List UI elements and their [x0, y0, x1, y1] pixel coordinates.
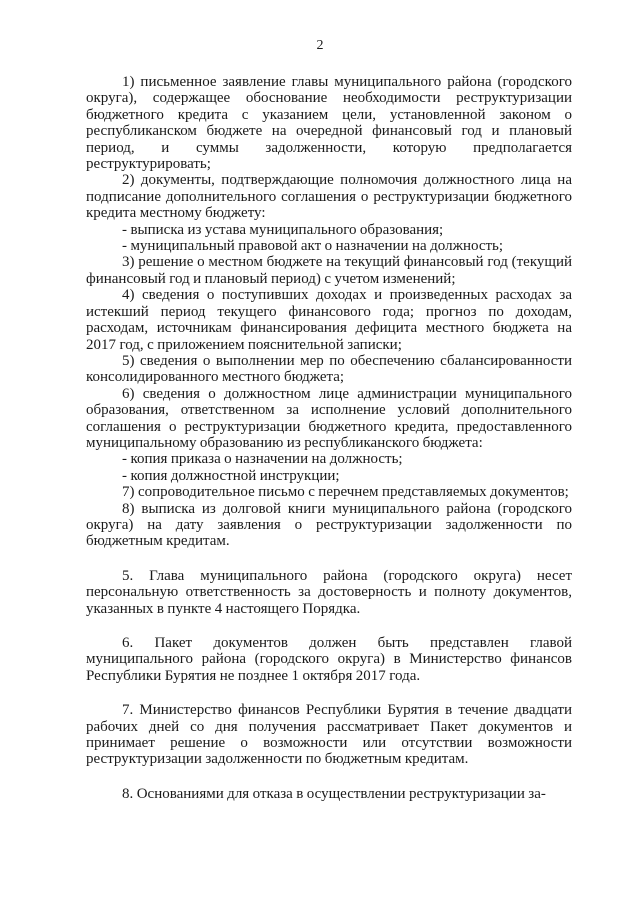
section-8: 8. Основаниями для отказа в осуществлении реструктуризации за- [122, 785, 546, 802]
section-7: 7. Министерство финансов Республики Бурятия в течение двадцати рабочих дней со дня получения рассматривает Пакет документов и принимает решение о возможности или отсутствии возможности реструктуризации задолженности по бюджетным кредитам. [86, 702, 572, 768]
list-item-4: 4) сведения о поступивших доходах и произведенных расходах за истекший период текущего финансового года; прогноз по доходам, расходам, источникам финансирования дефицита местного бюджета на 2017 год, с приложением пояснительной записки; [86, 287, 572, 353]
list-item-2-subitem-a: - выписка из устава муниципального образования; [122, 221, 444, 238]
section-gap [86, 617, 572, 635]
list-item-5: 5) сведения о выполнении мер по обеспечению сбалансированности консолидированного местного бюджета; [86, 352, 572, 386]
section-6: 6. Пакет документов должен быть представлен главой муниципального района (городского округа) в Министерство финансов Республики Бурятия не позднее 1 октября 2017 года. [86, 635, 572, 684]
section-gap [86, 684, 572, 702]
section-gap [86, 768, 572, 786]
section-gap [86, 550, 572, 568]
list-item-6: 6) сведения о должностном лице администрации муниципального образования, ответственном за исполнение условий дополнительного соглашения о реструктуризации бюджетного кредита, предоставленного муниципальному образованию из республиканского бюджета: [86, 385, 572, 451]
page-number: 2 [316, 38, 324, 53]
list-item-7: 7) сопроводительное письмо с перечнем представляемых документов; [122, 484, 569, 501]
list-item-3: 3) решение о местном бюджете на текущий финансовый год (текущий финансовый год и плановый период) с учетом изменений; [86, 254, 572, 287]
list-item-2: 2) документы, подтверждающие полномочия должностного лица на подписание дополнительного соглашения о реструктуризации бюджетного кредита местному бюджету: [86, 172, 572, 222]
list-item-2-subitem-b: - муниципальный правовой акт о назначении на должность; [122, 238, 504, 255]
list-item-8: 8) выписка из долговой книги муниципального района (городского округа) на дату заявления о реструктуризации задолженности по бюджетным кредитам. [86, 500, 572, 550]
list-item-6-subitem-a: - копия приказа о назначении на должность; [122, 451, 403, 468]
list-item-1: 1) письменное заявление главы муниципального района (городского округа), содержащее обоснование необходимости реструктуризации бюджетного кредита с указанием цели, установленной законом о республиканском бюджете на очередной финансовый год и плановый период, и суммы задолженности, которую предполагается реструктурировать; [86, 74, 572, 173]
section-5: 5. Глава муниципального района (городского округа) несет персональную ответственность за достоверность и полноту документов, указанных в пункте 4 настоящего Порядка. [86, 567, 572, 617]
list-item-6-subitem-b: - копия должностной инструкции; [122, 467, 340, 484]
document-body [86, 74, 572, 802]
